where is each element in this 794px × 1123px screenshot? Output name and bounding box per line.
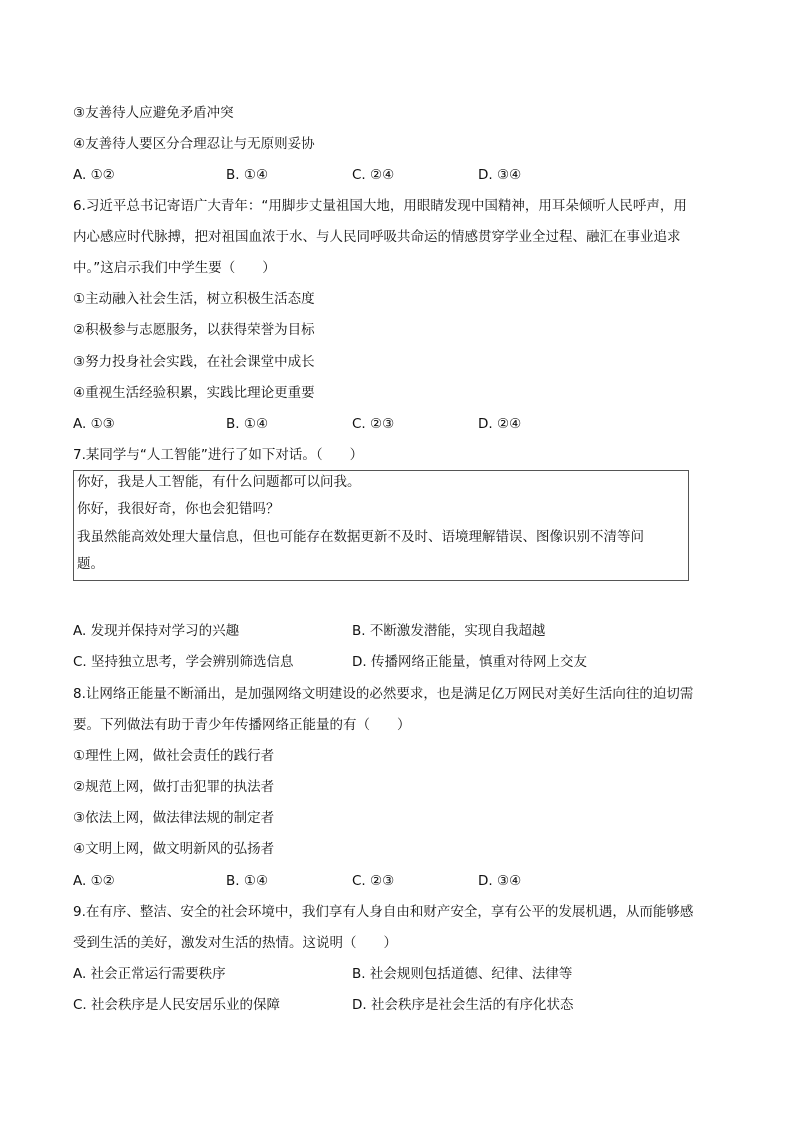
q7-dialog-line-2: 你好，我很好奇，你也会犯错吗？ [77, 501, 280, 517]
q6-stem-line-3: 中。”这启示我们中学生要（ ） [73, 260, 276, 276]
q8-option-a: A. ①② [73, 873, 115, 889]
q8-item-1: ①理性上网，做社会责任的践行者 [73, 748, 275, 764]
q7-dialog-box [73, 470, 689, 581]
q5-item-4: ④友善待人要区分合理忍让与无原则妥协 [73, 136, 315, 152]
q6-option-c: C. ②③ [352, 416, 395, 432]
q6-option-a: A. ①③ [73, 416, 115, 432]
q8-option-c: C. ②③ [352, 873, 395, 889]
q8-option-d: D. ③④ [478, 873, 522, 889]
q8-item-4: ④文明上网，做文明新风的弘扬者 [73, 841, 275, 857]
q7-option-a: A. 发现并保持对学习的兴趣 [73, 623, 240, 639]
q7-stem: 7.某同学与“人工智能”进行了如下对话。（ ） [73, 447, 364, 463]
q8-stem-line-2: 要。下列做法有助于青少年传播网络正能量的有（ ） [73, 717, 411, 733]
q8-stem-line-1: 8.让网络正能量不断涌出，是加强网络文明建设的必然要求，也是满足亿万网民对美好生活向往的迫切需 [73, 686, 694, 702]
q5-option-d: D. ③④ [478, 167, 522, 183]
q9-option-d: D. 社会秩序是社会生活的有序化状态 [352, 997, 574, 1013]
q9-stem-line-2: 受到生活的美好，激发对生活的热情。这说明（ ） [73, 935, 397, 951]
q9-option-a: A. 社会正常运行需要秩序 [73, 966, 226, 982]
q9-option-b: B. 社会规则包括道德、纪律、法律等 [352, 966, 573, 982]
q5-option-c: C. ②④ [352, 167, 395, 183]
q7-dialog-line-1: 你好，我是人工智能，有什么问题都可以问我。 [77, 474, 361, 490]
q5-option-b: B. ①④ [226, 167, 269, 183]
q6-item-4: ④重视生活经验积累，实践比理论更重要 [73, 385, 315, 401]
q7-option-c: C. 坚持独立思考，学会辨别筛选信息 [73, 654, 294, 670]
q5-option-a: A. ①② [73, 167, 115, 183]
q6-stem-line-2: 内心感应时代脉搏，把对祖国血浓于水、与人民同呼吸共命运的情感贯穿学业全过程、融汇在事业追求 [73, 229, 681, 245]
q6-item-2: ②积极参与志愿服务，以获得荣誉为目标 [73, 322, 315, 338]
q7-option-d: D. 传播网络正能量，慎重对待网上交友 [352, 654, 587, 670]
q6-stem-line-1: 6.习近平总书记寄语广大青年：“用脚步丈量祖国大地，用眼睛发现中国精神，用耳朵倾听人民呼声，用 [73, 198, 687, 214]
q8-item-2: ②规范上网，做打击犯罪的执法者 [73, 779, 275, 795]
q7-dialog-line-3: 我虽然能高效处理大量信息，但也可能存在数据更新不及时、语境理解错误、图像识别不清等问 [77, 529, 644, 545]
q6-item-3: ③努力投身社会实践，在社会课堂中成长 [73, 354, 315, 370]
q9-option-c: C. 社会秩序是人民安居乐业的保障 [73, 997, 281, 1013]
q6-option-d: D. ②④ [478, 416, 522, 432]
q6-option-b: B. ①④ [226, 416, 269, 432]
q8-option-b: B. ①④ [226, 873, 269, 889]
q7-option-b: B. 不断激发潜能，实现自我超越 [352, 623, 546, 639]
q9-stem-line-1: 9.在有序、整洁、安全的社会环境中，我们享有人身自由和财产安全，享有公平的发展机遇，从而能够感 [73, 904, 694, 920]
q7-dialog-line-4: 题。 [77, 556, 104, 572]
q6-item-1: ①主动融入社会生活，树立积极生活态度 [73, 291, 315, 307]
q5-item-3: ③友善待人应避免矛盾冲突 [73, 105, 234, 121]
q8-item-3: ③依法上网，做法律法规的制定者 [73, 810, 275, 826]
